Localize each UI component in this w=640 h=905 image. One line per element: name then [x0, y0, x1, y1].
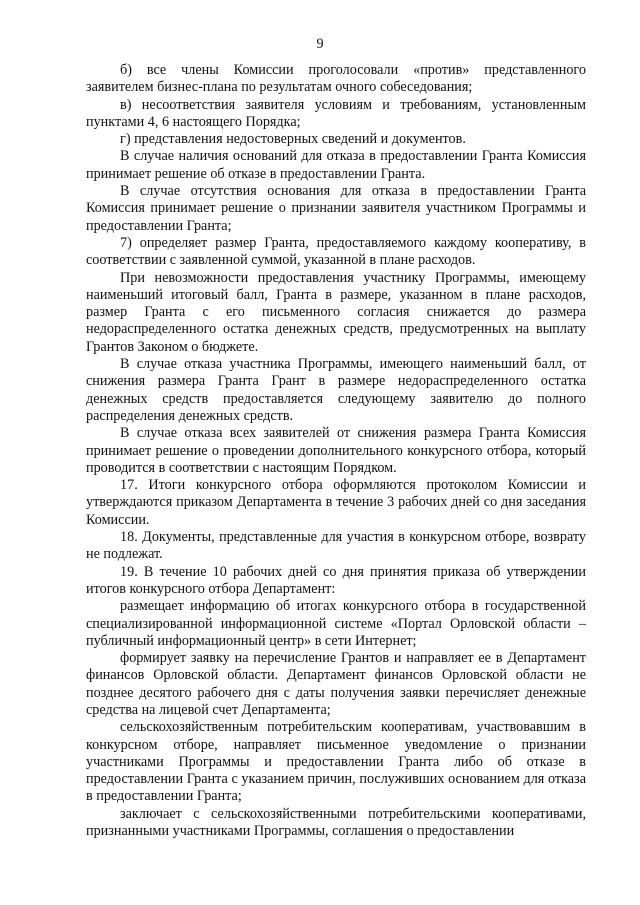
paragraph: В случае наличия оснований для отказа в предоставлении Гранта Комиссия принимает решение об отказе в предоставлении Гранта.: [86, 148, 586, 182]
paragraph: При невозможности предоставления участнику Программы, имеющему наименьший итоговый балл, Гранта в размере, указанном в плане расходов, размер Гранта с его письменного согласия снижается до размера недораспределенного остатка денежных средств, предусмотренных на выплату Грантов Законом о бюджете.: [86, 269, 586, 355]
paragraph: В случае отказа участника Программы, имеющего наименьший балл, от снижения размера Гранта Грант в размере недораспределенного остатка денежных средств предоставляется следующему заявителю до полного распределения денежных средств.: [86, 356, 586, 424]
paragraph: 18. Документы, представленные для участия в конкурсном отборе, возврату не подлежат.: [86, 529, 586, 563]
paragraph: сельскохозяйственным потребительским кооперативам, участвовавшим в конкурсном отборе, направляет письменное уведомление о признании участниками Программы и предоставлении Гранта либо об отказе в предоставлении Гранта с указанием причин, послуживших основанием для отказа в предоставлении Гранта;: [86, 719, 586, 805]
paragraph: В случае отказа всех заявителей от снижения размера Гранта Комиссия принимает решение о проведении дополнительного конкурсного отбора, который проводится в соответствии с настоящим Порядком.: [86, 425, 586, 476]
page-number: 9: [316, 36, 324, 52]
paragraph: формирует заявку на перечисление Грантов и направляет ее в Департамент финансов Орловской области. Департамент финансов Орловской области не позднее десятого рабочего дня с даты получения заявки перечисляет денежные средства на лицевой счет Департамента;: [86, 650, 586, 718]
paragraph: г) представления недостоверных сведений и документов.: [120, 131, 466, 148]
paragraph: В случае отсутствия основания для отказа в предоставлении Гранта Комиссия принимает решение о признании заявителя участником Программы и предоставлении Гранта;: [86, 183, 586, 234]
paragraph: 19. В течение 10 рабочих дней со дня принятия приказа об утверждении итогов конкурсного отбора Департамент:: [86, 563, 586, 597]
paragraph: 7) определяет размер Гранта, предоставляемого каждому кооперативу, в соответствии с заявленной суммой, указанной в плане расходов.: [86, 234, 586, 269]
document-body: [86, 62, 586, 840]
paragraph: размещает информацию об итогах конкурсного отбора в государственной специализированной информационной системе «Портал Орловской области – публичный информационный центр» в сети Интернет;: [86, 598, 586, 649]
paragraph: б) все члены Комиссии проголосовали «против» представленного заявителем бизнес-плана по результатам очного собеседования;: [86, 62, 586, 96]
paragraph: 17. Итоги конкурсного отбора оформляются протоколом Комиссии и утверждаются приказом Департамента в течение 3 рабочих дней со дня заседания Комиссии.: [86, 477, 586, 528]
paragraph: заключает с сельскохозяйственными потребительскими кооперативами, признанными участниками Программы, соглашения о предоставлении: [86, 805, 586, 840]
paragraph: в) несоответствия заявителя условиям и требованиям, установленным пунктами 4, 6 настоящего Порядка;: [86, 96, 586, 130]
